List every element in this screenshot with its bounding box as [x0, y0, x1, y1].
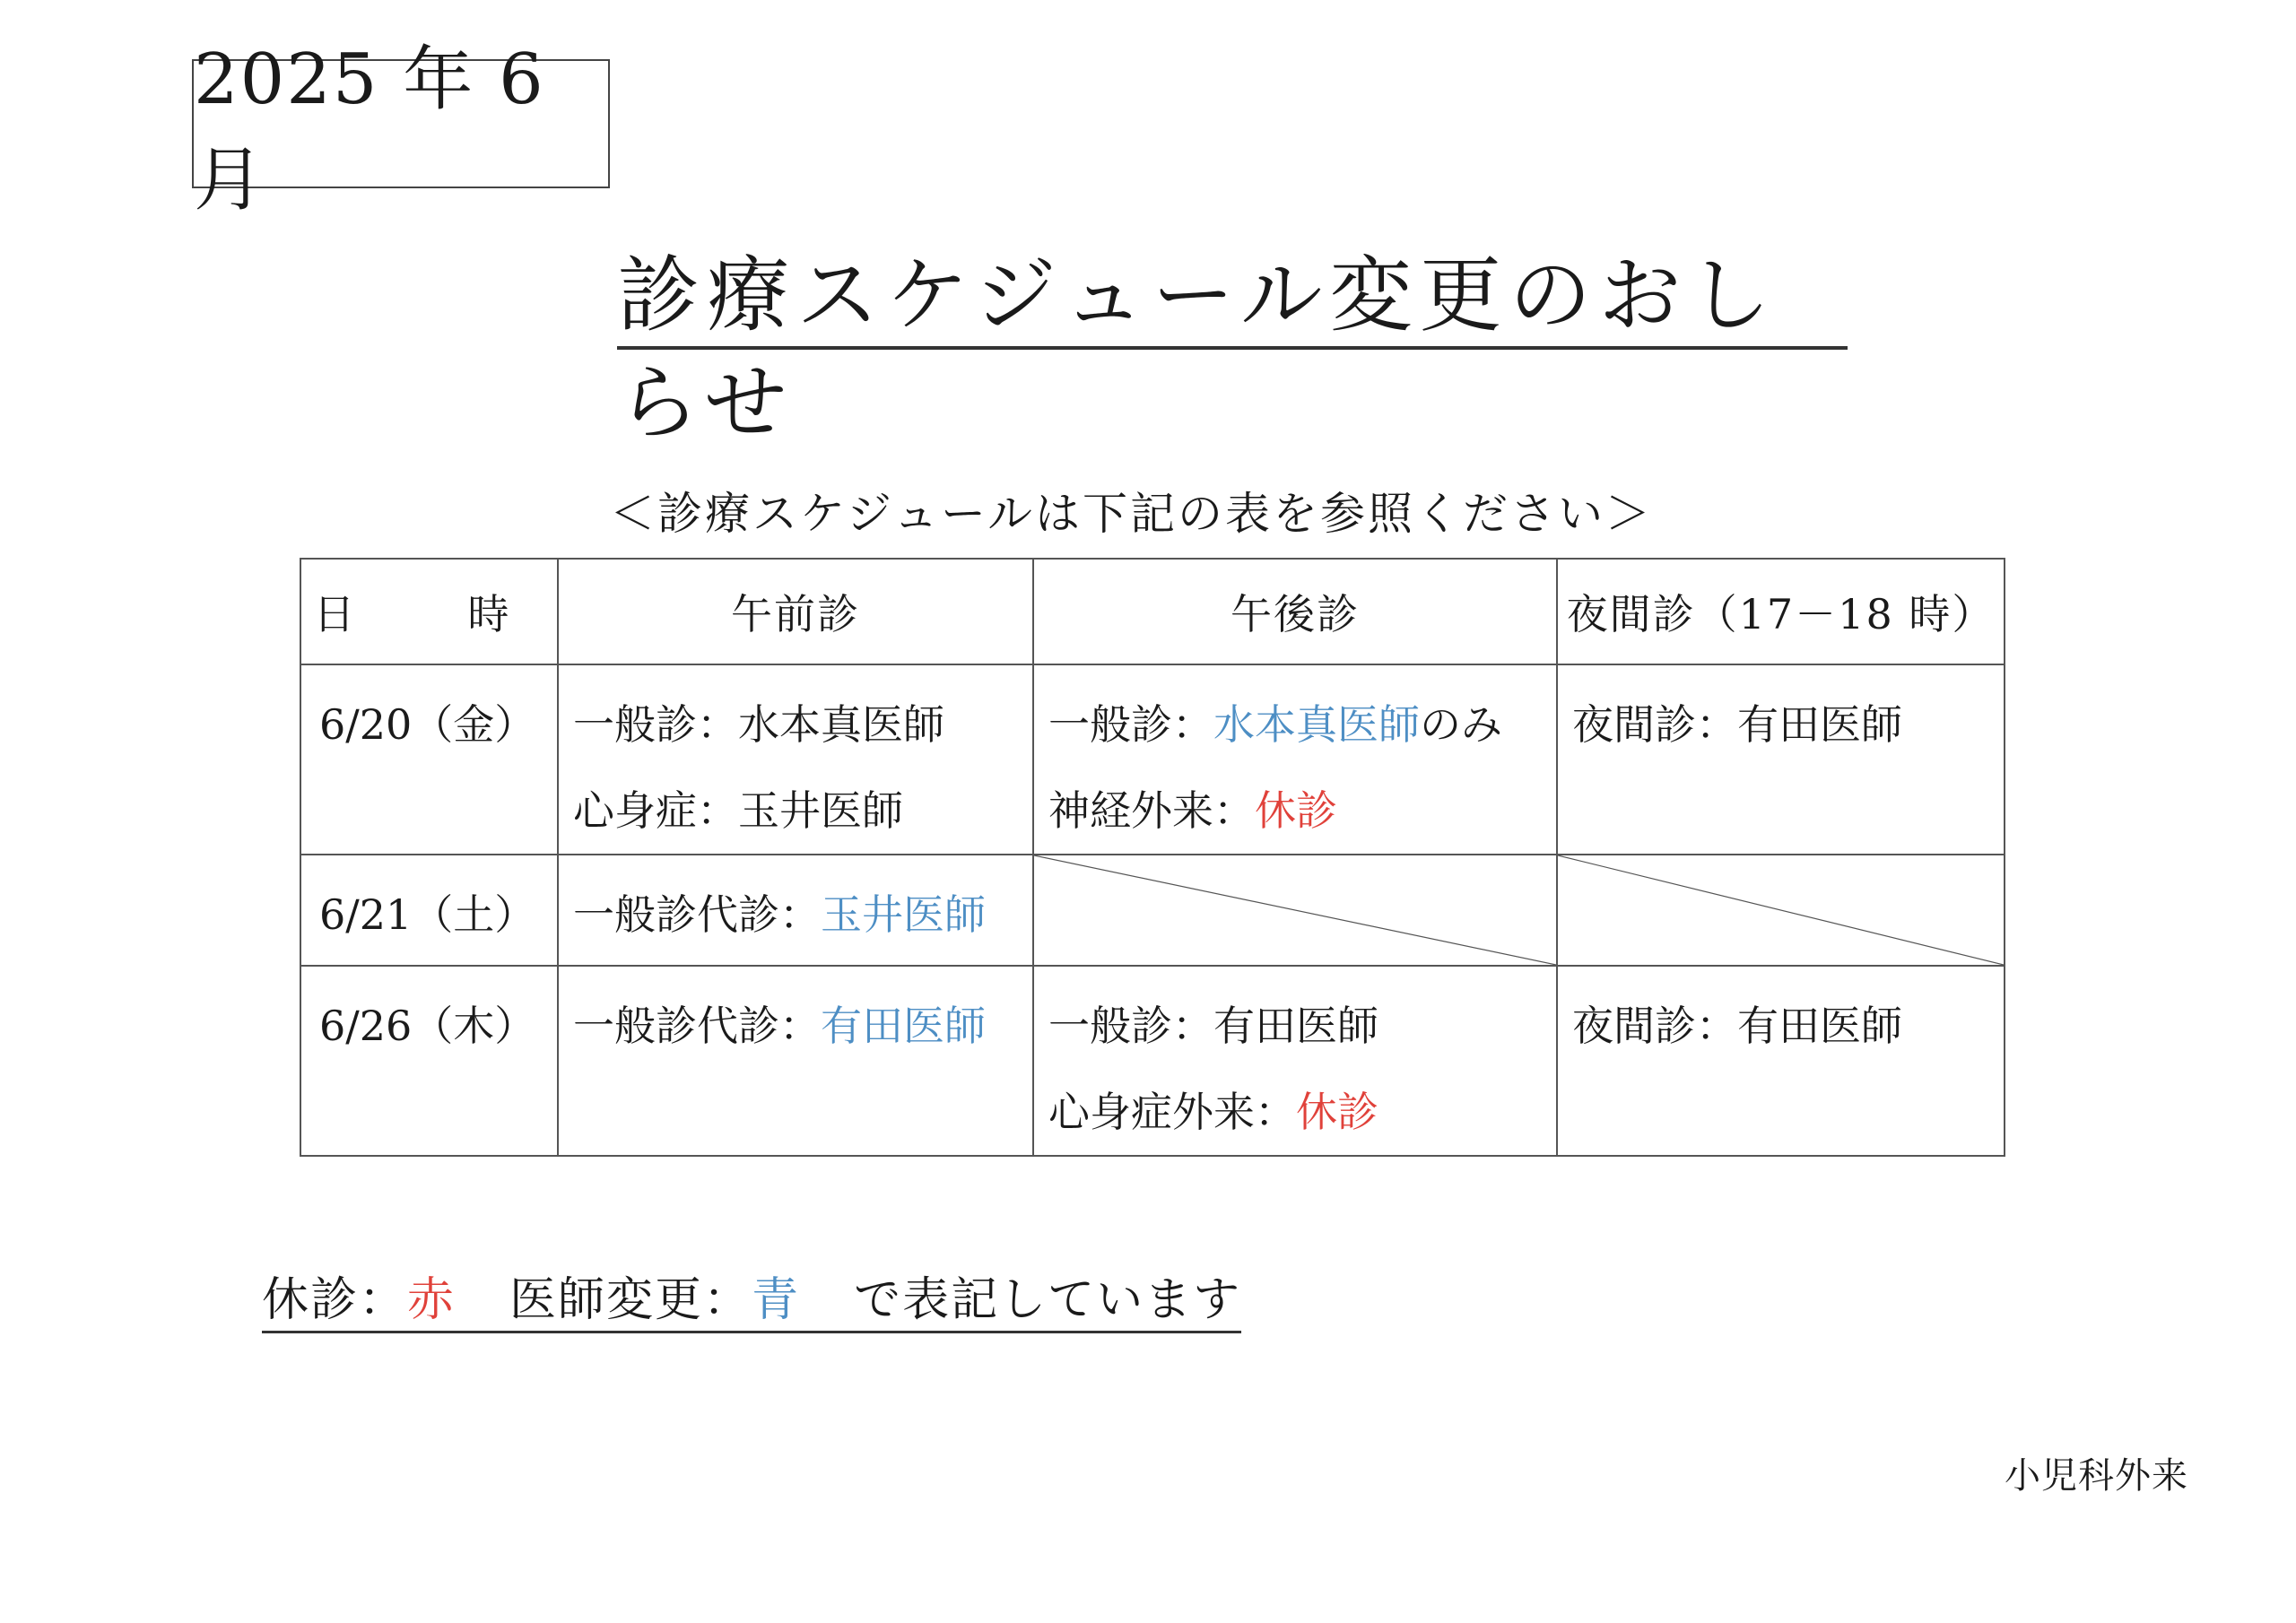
department-name: 小児科外来 — [2005, 1455, 2188, 1497]
schedule-table — [300, 558, 2005, 1157]
schedule-line: 一般診代診：有田医師 — [573, 1002, 986, 1050]
changed-doctor: 玉井医師 — [821, 890, 986, 939]
morning-cell — [558, 966, 1033, 1156]
legend-change-label: 医師変更： — [509, 1273, 752, 1327]
schedule-line: 心身症：玉井医師 — [573, 786, 903, 835]
legend-closed-label: 休診： — [262, 1273, 408, 1327]
legend-suffix: で表記しています — [854, 1273, 1242, 1327]
schedule-line: 心身症外来：休診 — [1048, 1088, 1378, 1136]
color-legend — [262, 1264, 1241, 1336]
night-cell — [1557, 966, 2005, 1156]
schedule-line: 一般診：有田医師 — [1048, 1002, 1378, 1050]
date-cell: 6/26（木） — [300, 966, 558, 1156]
header-afternoon: 午後診 — [1033, 559, 1557, 664]
schedule-line: 一般診：水本真医師のみ — [1048, 700, 1502, 749]
afternoon-cell — [1033, 966, 1557, 1156]
night-cell-empty — [1557, 855, 2005, 966]
schedule-line: 神経外来：休診 — [1048, 786, 1337, 835]
table-row — [300, 664, 2005, 855]
afternoon-cell — [1033, 664, 1557, 855]
diagonal-slash — [1558, 855, 2004, 965]
morning-cell — [558, 664, 1033, 855]
morning-cell — [558, 855, 1033, 966]
schedule-line: 一般診代診：玉井医師 — [573, 890, 986, 939]
table-row — [300, 855, 2005, 966]
schedule-line: 一般診：水本真医師 — [573, 700, 944, 749]
legend-change-color: 青 — [752, 1273, 801, 1327]
title-underline — [617, 346, 1848, 350]
month-label: 2025 年 6 月 — [194, 39, 545, 221]
closed-marker: 休診 — [1296, 1088, 1378, 1136]
header-morning: 午前診 — [558, 559, 1033, 664]
legend-closed-color: 赤 — [407, 1273, 457, 1327]
date-cell: 6/20（金） — [300, 664, 558, 855]
table-caption: ＜診療スケジュールは下記の表を参照ください＞ — [610, 488, 1653, 540]
changed-doctor: 水本真医師 — [1213, 700, 1420, 749]
diagonal-slash — [1034, 855, 1556, 965]
legend-underline — [262, 1331, 1241, 1333]
date-cell: 6/21（土） — [300, 855, 558, 966]
closed-marker: 休診 — [1255, 786, 1337, 835]
table-row — [300, 966, 2005, 1156]
header-datetime: 日 時 — [300, 559, 558, 664]
month-label-box — [192, 39, 610, 221]
table-header-row — [300, 559, 2005, 664]
header-night: 夜間診（17－18 時） — [1557, 559, 2005, 664]
night-cell — [1557, 664, 2005, 855]
schedule-line: 夜間診：有田医師 — [1572, 700, 1902, 749]
afternoon-cell-empty — [1033, 855, 1557, 966]
page-title: 診療スケジュール変更のおしらせ — [617, 247, 1779, 451]
changed-doctor: 有田医師 — [821, 1002, 986, 1050]
schedule-line: 夜間診：有田医師 — [1572, 1002, 1902, 1050]
